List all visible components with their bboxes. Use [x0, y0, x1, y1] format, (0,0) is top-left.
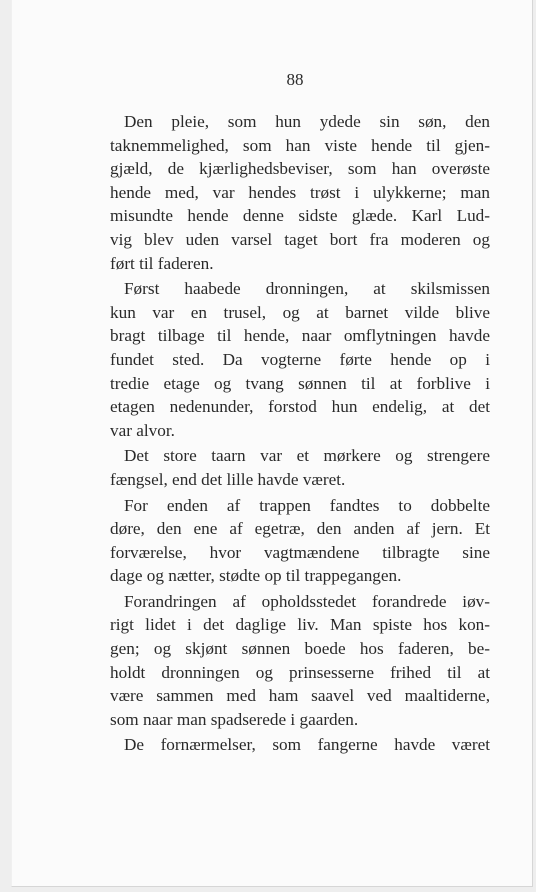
text-line: som naar man spadserede i gaarden.: [110, 709, 359, 729]
text-line: være sammen med ham saavel ved maaltiderne,: [110, 686, 490, 706]
text-line: etagen nedenunder, forstod hun endelig, at det: [110, 397, 490, 417]
text-line: taknemmelighed, som han viste hende til gjen-: [110, 135, 490, 155]
text-line: kun var en trusel, og at barnet vilde blive: [110, 302, 490, 322]
text-line: vig blev uden varsel taget bort fra moderen og: [110, 229, 490, 249]
text-line: fundet sted. Da vogterne førte hende op i: [110, 349, 490, 369]
text-line: hende med, var hendes trøst i ulykkerne; man: [110, 182, 490, 202]
text-line: misundte hende denne sidste glæde. Karl Lud-: [110, 206, 490, 226]
page-number: 88: [286, 70, 304, 89]
text-line: forværelse, hvor vagtmændene tilbragte sine: [110, 542, 490, 562]
text-line: De fornærmelser, som fangerne havde været: [124, 735, 490, 755]
text-line: Det store taarn var et mørkere og strengere: [124, 446, 490, 466]
text-line: tredie etage og tvang sønnen til at forblive i: [110, 373, 490, 393]
text-line: bragt tilbage til hende, naar omflytningen havde: [110, 326, 490, 346]
text-line: ført til faderen.: [110, 253, 214, 273]
body-text: [110, 110, 490, 757]
text-line: Forandringen af opholdsstedet forandrede iøv-: [124, 591, 490, 611]
text-line: For enden af trappen fandtes to dobbelte: [124, 495, 490, 515]
text-line: gen; og skjønt sønnen boede hos faderen, be-: [110, 639, 490, 659]
text-line: Den pleie, som hun ydede sin søn, den: [124, 112, 490, 131]
text-line: gjæld, de kjærlighedsbeviser, som han overøste: [110, 159, 490, 179]
text-line: holdt dronningen og prinsesserne frihed til at: [110, 662, 490, 682]
text-line: rigt lidet i det daglige liv. Man spiste hos kon-: [110, 615, 490, 635]
text-line: dage og nætter, stødte op til trappegangen.: [110, 566, 402, 586]
text-line: Først haabede dronningen, at skilsmissen: [124, 279, 490, 299]
text-line: var alvor.: [110, 420, 175, 440]
text-line: fængsel, end det lille havde været.: [110, 469, 346, 489]
text-line: døre, den ene af egetræ, den anden af jern. Et: [110, 519, 490, 539]
